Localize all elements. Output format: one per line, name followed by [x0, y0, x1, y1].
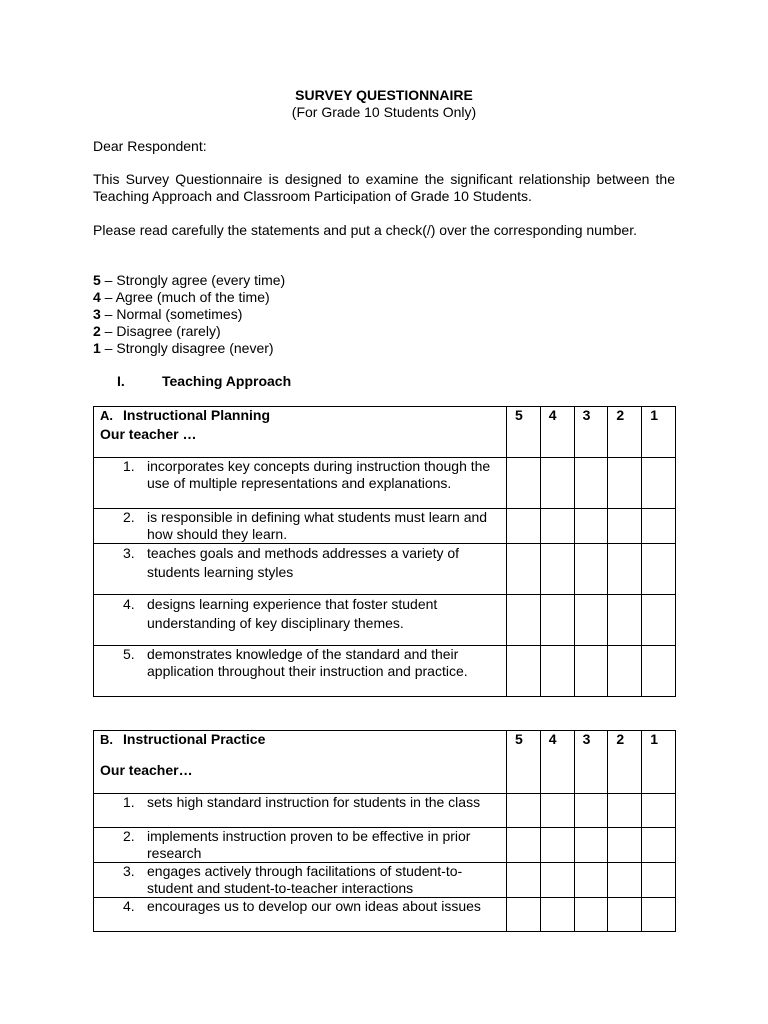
document-subtitle: (For Grade 10 Students Only)	[291, 104, 477, 120]
rating-cell-1[interactable]	[642, 898, 676, 932]
rating-cell-2[interactable]	[608, 458, 642, 509]
table-row	[94, 898, 676, 932]
rating-cell-4[interactable]	[540, 544, 574, 595]
rating-cell-2[interactable]	[608, 863, 642, 898]
rating-cell-4[interactable]	[540, 458, 574, 509]
rating-cell-3[interactable]	[574, 458, 608, 509]
intro-paragraph: This Survey Questionnaire is designed to examine the significant relationship between the Teaching Approach and Classroom Participation of Grade 10 Students.	[93, 171, 675, 204]
rating-header-5: 5	[507, 731, 541, 794]
subsection-letter: B.	[100, 732, 113, 747]
table-header-row	[94, 407, 676, 458]
rating-cell-1[interactable]	[642, 509, 676, 544]
subsection-title: Instructional Planning	[123, 407, 271, 423]
rating-cell-2[interactable]	[608, 646, 642, 697]
instructions-paragraph: Please read carefully the statements and put a check(/) over the corresponding number.	[93, 222, 637, 238]
rating-cell-2[interactable]	[608, 828, 642, 863]
rating-cell-2[interactable]	[608, 509, 642, 544]
statement-cell: 3. teaches goals and methods addresses a variety of students learning styles	[94, 544, 507, 595]
rating-header-2: 2	[608, 731, 642, 794]
rating-scale-legend	[93, 272, 493, 357]
rating-cell-1[interactable]	[642, 646, 676, 697]
subsection-title: Instructional Practice	[123, 731, 266, 747]
rating-cell-3[interactable]	[574, 646, 608, 697]
statement-cell: 2. is responsible in defining what students must learn and how should they learn.	[94, 509, 507, 544]
rating-header-1: 1	[642, 407, 676, 458]
section-heading	[117, 373, 291, 390]
rating-cell-5[interactable]	[507, 544, 541, 595]
rating-cell-3[interactable]	[574, 595, 608, 646]
table-row	[94, 595, 676, 646]
table-row	[94, 828, 676, 863]
rating-cell-5[interactable]	[507, 646, 541, 697]
rating-cell-1[interactable]	[642, 595, 676, 646]
rating-cell-4[interactable]	[540, 646, 574, 697]
rating-cell-5[interactable]	[507, 458, 541, 509]
document-title: SURVEY QUESTIONNAIRE	[295, 87, 473, 103]
rating-cell-1[interactable]	[642, 544, 676, 595]
rating-header-3: 3	[574, 407, 608, 458]
rating-cell-2[interactable]	[608, 794, 642, 828]
lead-text: Our teacher…	[100, 762, 193, 778]
instructional-planning-table	[93, 406, 676, 697]
rating-cell-5[interactable]	[507, 863, 541, 898]
rating-cell-1[interactable]	[642, 863, 676, 898]
table-header-cell	[94, 731, 507, 794]
rating-header-2: 2	[608, 407, 642, 458]
rating-header-3: 3	[574, 731, 608, 794]
table-row	[94, 458, 676, 509]
rating-cell-3[interactable]	[574, 544, 608, 595]
scale-item: 2 – Disagree (rarely)	[93, 323, 221, 339]
rating-cell-5[interactable]	[507, 595, 541, 646]
rating-cell-5[interactable]	[507, 828, 541, 863]
lead-text: Our teacher …	[100, 426, 197, 442]
rating-cell-3[interactable]	[574, 509, 608, 544]
table-header-cell	[94, 407, 507, 458]
table-header-row	[94, 731, 676, 794]
rating-cell-1[interactable]	[642, 828, 676, 863]
rating-header-1: 1	[642, 731, 676, 794]
rating-cell-5[interactable]	[507, 794, 541, 828]
table-row	[94, 544, 676, 595]
rating-header-4: 4	[540, 731, 574, 794]
rating-cell-4[interactable]	[540, 828, 574, 863]
scale-item: 5 – Strongly agree (every time)	[93, 272, 286, 288]
scale-item: 1 – Strongly disagree (never)	[93, 340, 274, 356]
rating-cell-2[interactable]	[608, 898, 642, 932]
statement-cell: 1. sets high standard instruction for students in the class	[94, 794, 507, 828]
table-row	[94, 509, 676, 544]
table-row	[94, 794, 676, 828]
rating-cell-3[interactable]	[574, 794, 608, 828]
table-row	[94, 646, 676, 697]
rating-cell-2[interactable]	[608, 595, 642, 646]
section-title: Teaching Approach	[162, 373, 292, 389]
rating-cell-3[interactable]	[574, 863, 608, 898]
section-number: I.	[117, 373, 125, 389]
rating-cell-1[interactable]	[642, 794, 676, 828]
greeting: Dear Respondent:	[93, 138, 207, 154]
rating-cell-4[interactable]	[540, 794, 574, 828]
scale-item: 4 – Agree (much of the time)	[93, 289, 270, 305]
rating-cell-2[interactable]	[608, 544, 642, 595]
rating-cell-4[interactable]	[540, 898, 574, 932]
rating-cell-3[interactable]	[574, 828, 608, 863]
statement-cell: 4. encourages us to develop our own ideas about issues	[94, 898, 507, 932]
table-row	[94, 863, 676, 898]
rating-cell-1[interactable]	[642, 458, 676, 509]
rating-cell-5[interactable]	[507, 509, 541, 544]
rating-cell-4[interactable]	[540, 863, 574, 898]
statement-cell: 5. demonstrates knowledge of the standard and their application throughout their instruction and practice.	[94, 646, 507, 697]
statement-cell: 3. engages actively through facilitations of student-to-student and student-to-teacher interactions	[94, 863, 507, 898]
rating-cell-4[interactable]	[540, 595, 574, 646]
rating-header-4: 4	[540, 407, 574, 458]
scale-item: 3 – Normal (sometimes)	[93, 306, 243, 322]
instructional-practice-table	[93, 730, 676, 932]
rating-header-5: 5	[507, 407, 541, 458]
statement-cell: 2. implements instruction proven to be effective in prior research	[94, 828, 507, 863]
subsection-letter: A.	[100, 408, 113, 423]
rating-cell-5[interactable]	[507, 898, 541, 932]
statement-cell: 1. incorporates key concepts during instruction though the use of multiple representations and explanations.	[94, 458, 507, 509]
rating-cell-3[interactable]	[574, 898, 608, 932]
rating-cell-4[interactable]	[540, 509, 574, 544]
statement-cell: 4. designs learning experience that foster student understanding of key disciplinary themes.	[94, 595, 507, 646]
